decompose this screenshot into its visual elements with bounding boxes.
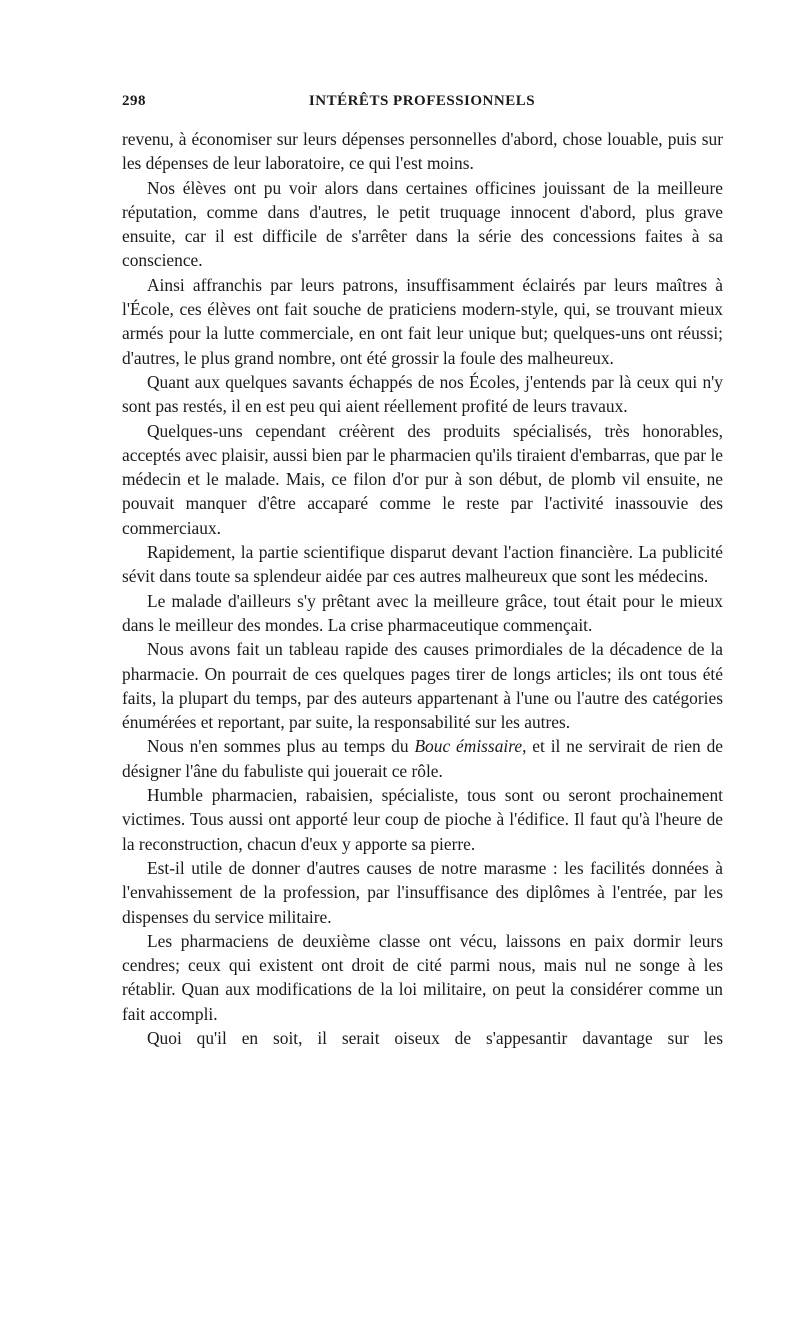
running-title: INTÉRÊTS PROFESSIONNELS [308,93,536,109]
paragraph-3: Ainsi affranchis par leurs patrons, insuffisamment éclairés par leurs maîtres à l'École, ces élèves ont fait souche de praticiens modern-style, qui, se trouvant mieux armés pour la lutte commerciale, en ont fait leur unique but; quelques-uns ont réussi; d'autres, le plus grand nombre, ont été grossir la foule des malheureux. [122,274,723,368]
paragraph-9 [122,734,723,783]
page-header [122,93,722,115]
paragraph-9-italic: Bouc émissaire [414,736,523,757]
paragraph-9-after: , et il ne servirait de rien de désigner l'âne du fabuliste qui jouerait ce rôle. [122,736,724,781]
paragraph-9-before: Nous n'en sommes plus au temps du [147,736,415,757]
paragraph-6: Rapidement, la partie scientifique disparut devant l'action financière. La publicité sévit dans toute sa splendeur aidée par ces autres malheureux que sont les médecins. [122,542,723,587]
paragraph-7: Le malade d'ailleurs s'y prêtant avec la meilleure grâce, tout était pour le mieux dans le meilleur des mondes. La crise pharmaceutique commençait. [122,590,723,635]
paragraph-2: Nos élèves ont pu voir alors dans certaines officines jouissant de la meilleure réputation, comme dans d'autres, le petit truquage innocent d'abord, plus grave ensuite, car il est difficile de s'arrêter dans la série des concessions faites à sa conscience. [122,177,723,271]
body-text [122,127,723,1050]
page-number: 298 [122,93,146,109]
paragraph-12: Les pharmaciens de deuxième classe ont vécu, laissons en paix dormir leurs cendres; ceux qui existent ont droit de cité parmi nous, mais nul ne songe à les rétablir. Quan aux modifications de la loi militaire, on peut la considérer comme un fait accompli. [122,930,723,1024]
paragraph-5: Quelques-uns cependant créèrent des produits spécialisés, très honorables, acceptés avec plaisir, aussi bien par le pharmacien qu'ils tiraient d'embarras, que par le médecin et le malade. Mais, ce filon d'or pur à son début, de plomb vil ensuite, ne pouvait manquer d'être accaparé comme le reste par l'activité inassouvie des commerciaux. [122,420,723,538]
paragraph-13: Quoi qu'il en soit, il serait oiseux de s'appesantir davantage sur les [147,1027,723,1048]
paragraph-1: revenu, à économiser sur leurs dépenses personnelles d'abord, chose louable, puis sur les dépenses de leur laboratoire, ce qui l'est moins. [122,129,723,174]
paragraph-10: Humble pharmacien, rabaisien, spécialiste, tous sont ou seront prochainement victimes. Tous aussi ont apporté leur coup de pioche à l'édifice. Il faut qu'à l'heure de la reconstruction, chacun d'eux y apporte sa pierre. [122,785,723,854]
paragraph-8: Nous avons fait un tableau rapide des causes primordiales de la décadence de la pharmacie. On pourrait de ces quelques pages tirer de longs articles; ils ont tous été faits, la plupart du temps, par des auteurs appartenant à l'une ou l'autre des catégories énumérées et reportant, par suite, la responsabilité sur les autres. [122,639,723,733]
paragraph-4: Quant aux quelques savants échappés de nos Écoles, j'entends par là ceux qui n'y sont pas restés, il en est peu qui aient réellement profité de leurs travaux. [122,371,723,417]
paragraph-11: Est-il utile de donner d'autres causes de notre marasme : les facilités données à l'envahissement de la profession, par l'insuffisance des diplômes à l'entrée, par les dispenses du service militaire. [122,857,723,927]
